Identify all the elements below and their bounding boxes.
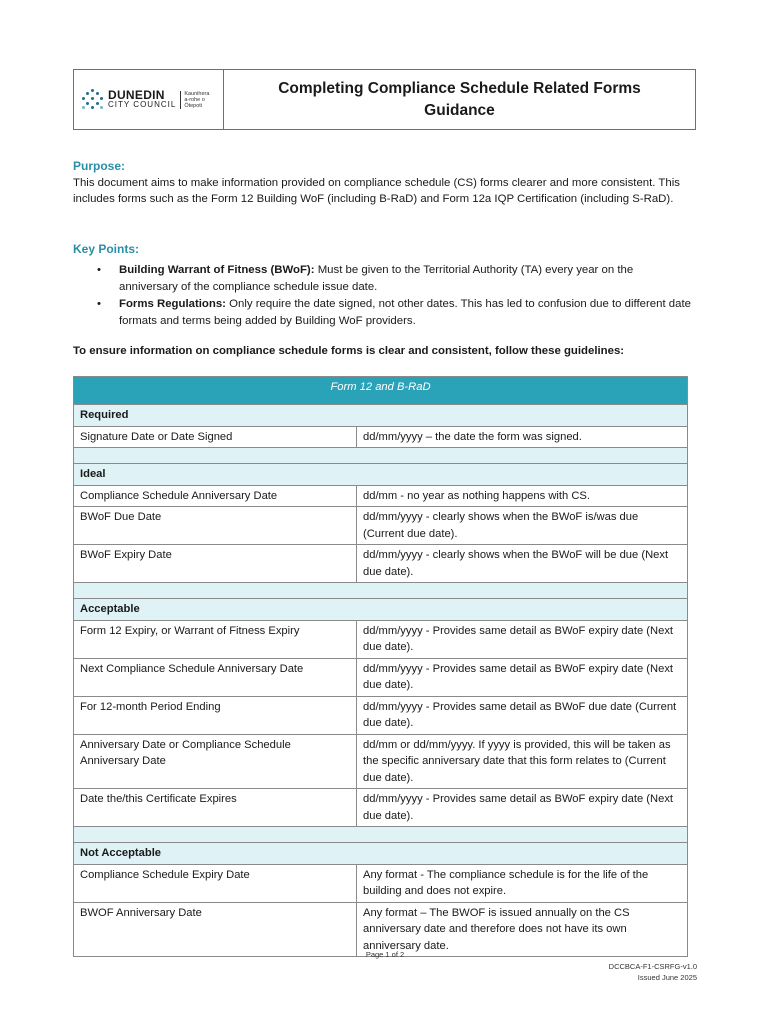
spacer-row: [74, 827, 688, 843]
table-row: Date the/this Certificate Expires dd/mm/yyyy - Provides same detail as BWoF expiry date (Next due date).: [74, 789, 688, 827]
table-title: Form 12 and B-RaD: [74, 377, 688, 405]
guidelines-table: [73, 376, 688, 957]
table-row: Signature Date or Date Signed dd/mm/yyyy – the date the form was signed.: [74, 426, 688, 448]
group-row-ideal: Ideal: [74, 464, 688, 486]
spacer-row: [74, 448, 688, 464]
table-header-row: [74, 377, 688, 405]
table-row: Form 12 Expiry, or Warrant of Fitness Expiry dd/mm/yyyy - Provides same detail as BWoF expiry date (Next due date).: [74, 620, 688, 658]
bullet-icon: •: [97, 264, 101, 276]
purpose-heading: Purpose:: [73, 159, 126, 173]
table-row: Next Compliance Schedule Anniversary Date dd/mm/yyyy - Provides same detail as BWoF expiry date (Next due date).: [74, 658, 688, 696]
logo-text-dunedin: DUNEDIN: [108, 87, 165, 102]
spacer-row: [74, 583, 688, 599]
logo-dots-icon: [82, 89, 104, 111]
list-item: • Building Warrant of Fitness (BWoF): Must be given to the Territorial Authority (TA) every year on the anniversary of the compliance schedule issue date.: [97, 264, 634, 293]
dcc-logo: [74, 70, 224, 129]
key-points-heading: Key Points:: [73, 242, 140, 256]
table-row: For 12-month Period Ending dd/mm/yyyy - Provides same detail as BWoF due date (Current due date).: [74, 696, 688, 734]
page-number: Page 1 of 2: [365, 950, 405, 959]
table-row: Anniversary Date or Compliance Schedule Anniversary Date dd/mm or dd/mm/yyyy. If yyyy is provided, this will be taken as the specific anniversary date that this form relates to (Current due date).: [74, 734, 688, 789]
bullet-icon: •: [97, 298, 101, 310]
logo-text-city-council: CITY COUNCIL: [108, 99, 177, 109]
document-code-id: DCCBCA-F1-CSRFG-v1.0: [608, 962, 697, 971]
document-title: [224, 70, 695, 129]
table-row: Compliance Schedule Expiry Date Any format - The compliance schedule is for the life of the building and does not expire.: [74, 864, 688, 902]
document-code: [609, 961, 697, 983]
guidelines-lead: To ensure information on compliance schedule forms is clear and consistent, follow these guidelines:: [73, 345, 625, 357]
group-row-required: Required: [74, 405, 688, 427]
logo-maori-text: Kaunihera a-rohe o Ōtepoti: [180, 91, 209, 109]
list-item: • Forms Regulations: Only require the date signed, not other dates. This has led to confusion due to different date formats and terms being added by Building WoF providers.: [97, 298, 691, 327]
table-row: BWOF Anniversary Date Any format – The BWOF is issued annually on the CS anniversary date and therefore does not have its own anniversary date.: [74, 902, 688, 957]
table-row: Compliance Schedule Anniversary Date dd/mm - no year as nothing happens with CS.: [74, 485, 688, 507]
table-row: BWoF Expiry Date dd/mm/yyyy - clearly shows when the BWoF will be due (Next due date).: [74, 545, 688, 583]
issued-date: Issued June 2025: [637, 973, 697, 982]
title-line-1: Completing Compliance Schedule Related Forms: [278, 79, 641, 97]
document-header: [73, 69, 696, 130]
purpose-text: This document aims to make information provided on compliance schedule (CS) forms clearer and more consistent. This includes forms such as the Form 12 Building WoF (including B-RaD) and Form 12a IQP Certification (including S-RaD).: [73, 177, 680, 205]
title-line-2: Guidance: [424, 101, 495, 119]
table-row: BWoF Due Date dd/mm/yyyy - clearly shows when the BWoF is/was due (Current due date).: [74, 507, 688, 545]
group-row-acceptable: Acceptable: [74, 599, 688, 621]
group-row-not-acceptable: Not Acceptable: [74, 843, 688, 865]
key-points-list: [73, 262, 695, 330]
